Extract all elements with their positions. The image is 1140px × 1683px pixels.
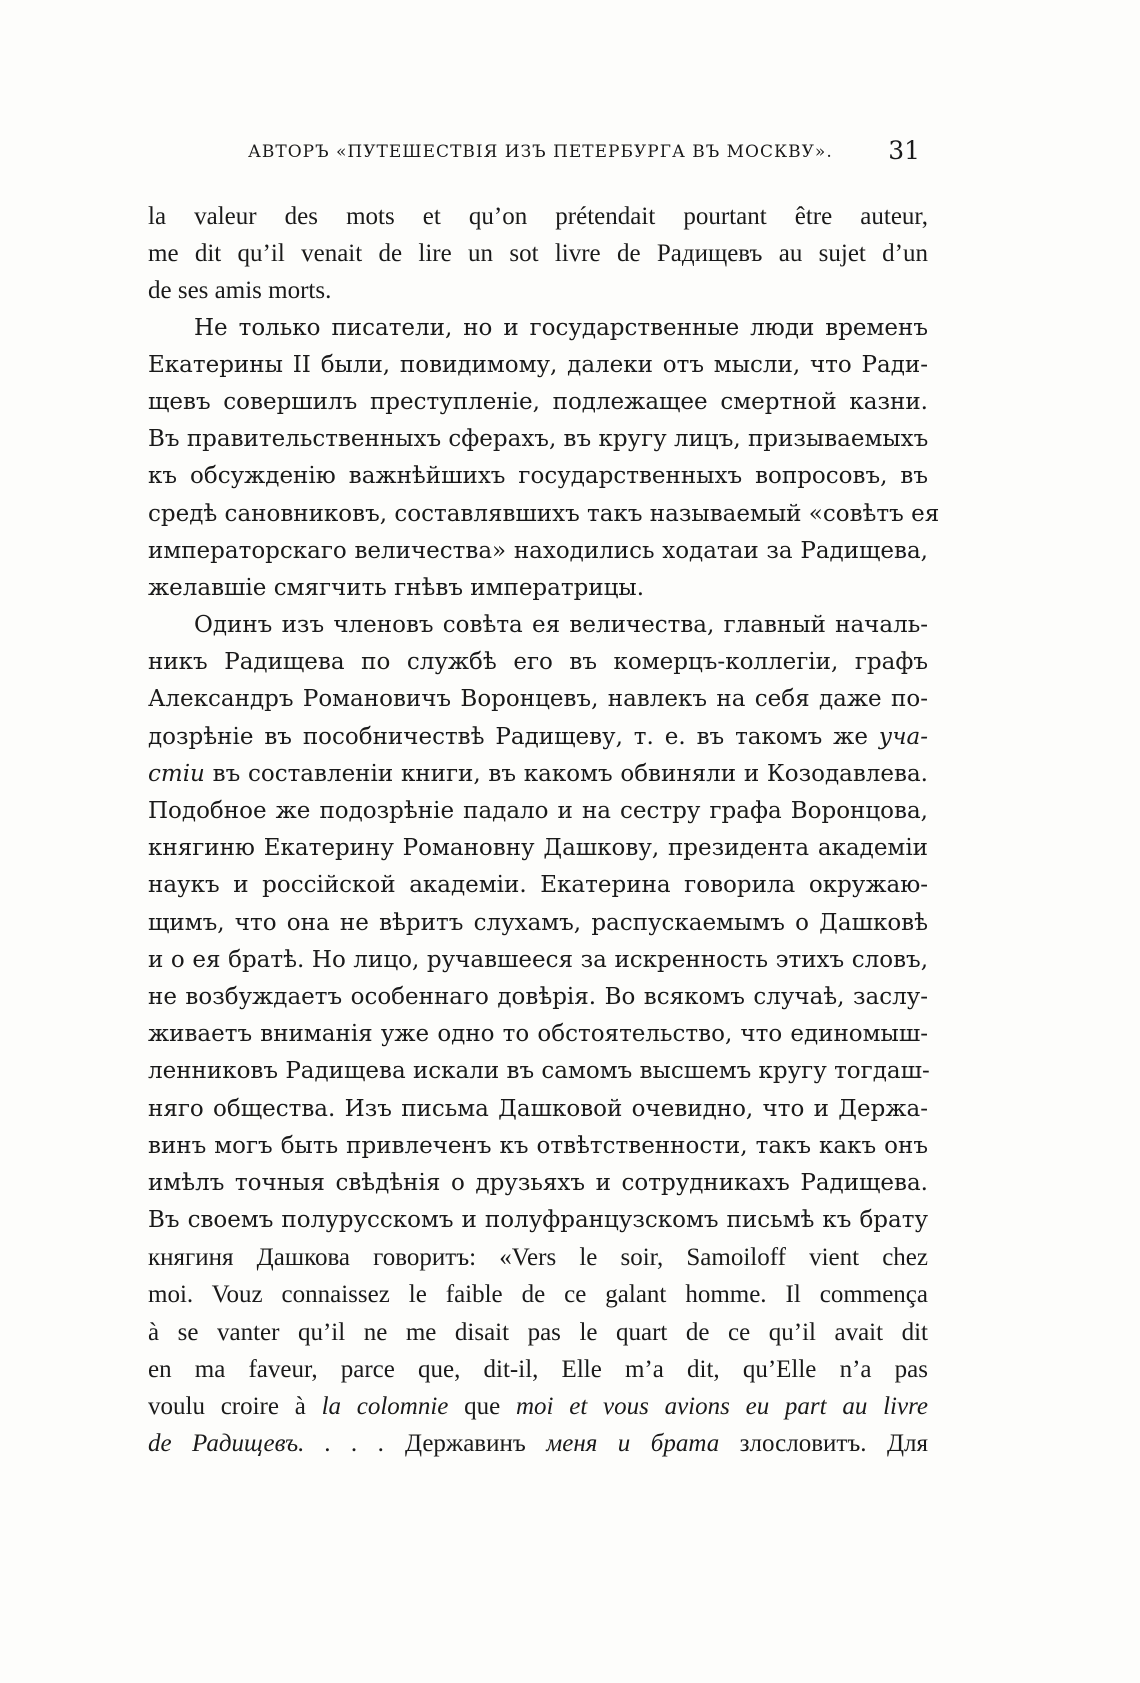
text-segment: княгиня Дашкова говоритъ: «Vers le soir, Samoiloff vient chez [148, 1244, 928, 1272]
text-segment: en ma faveur, parce que, dit-il, Elle m’a dit, qu’Elle n’a pas [148, 1355, 928, 1383]
text-segment: щевъ совершилъ преступленіе, подлежащее смертной казни. [148, 388, 928, 415]
text-segment: Подобное же подозрѣніе падало и на сестру графа Воронцова, [148, 798, 928, 824]
body-text [148, 198, 940, 1462]
text-line [148, 1351, 928, 1388]
text-line [148, 942, 928, 979]
text-segment: средѣ сановниковъ, составлявшихъ такъ называемый «совѣтъ ея [148, 500, 940, 527]
text-line [148, 570, 928, 607]
text-segment: à se vanter qu’il ne me disait pas le quart de ce qu’il avait dit [148, 1318, 928, 1346]
text-segment: имѣлъ точныя свѣдѣнія о друзьяхъ и сотрудникахъ Радищева. [148, 1169, 928, 1196]
text-segment: Не только писатели, но и государственные люди временъ [194, 314, 928, 341]
italic-segment: меня и брата [546, 1430, 720, 1458]
text-line [148, 1202, 928, 1239]
text-segment: няго общества. Изъ письма Дашковой очевидно, что и Держа- [148, 1095, 928, 1122]
text-segment: me dit qu’il venait de lire un sot livre de Радищевъ au sujet d’un [148, 240, 928, 268]
text-segment: винъ могъ быть привлеченъ къ отвѣтственности, такъ какъ онъ [148, 1132, 928, 1159]
italic-segment: la colomnie [321, 1393, 449, 1420]
text-segment: княгиню Екатерину Романовну Дашкову, президента академіи [148, 835, 928, 862]
text-line [148, 607, 928, 644]
text-segment: живаетъ вниманія уже одно то обстоятельство, что единомыш- [148, 1021, 928, 1048]
text-line [148, 1314, 928, 1351]
text-line [148, 458, 928, 495]
text-segment: Екатерины II были, повидимому, далеки отъ мысли, что Ради- [148, 351, 928, 378]
text-line [148, 384, 928, 421]
text-line [148, 905, 928, 942]
text-segment: злословитъ. Для [719, 1430, 928, 1458]
text-line [148, 681, 928, 718]
text-line [148, 830, 928, 867]
text-line [148, 310, 928, 347]
page-number: 31 [888, 136, 920, 165]
text-segment: que [448, 1393, 516, 1420]
text-segment: желавшіе смягчить гнѣвъ императрицы. [148, 574, 645, 601]
text-line [148, 1128, 928, 1165]
text-segment: Въ своемъ полурусскомъ и полуфранцузскомъ письмѣ къ брату [148, 1207, 928, 1234]
text-line [148, 1016, 928, 1053]
italic-segment: стіи [148, 760, 205, 787]
text-segment: Державинъ [384, 1430, 547, 1458]
text-line [148, 867, 928, 904]
page-header [248, 138, 920, 174]
italic-segment: de Радищевъ. . . . [148, 1430, 385, 1458]
italic-segment: уча- [878, 723, 928, 750]
text-line [148, 1053, 928, 1090]
text-segment: не возбуждаетъ особеннаго довѣрія. Во всякомъ случаѣ, заслу- [148, 983, 928, 1010]
text-segment: Въ правительственныхъ сферахъ, въ кругу лицъ, призываемыхъ [148, 426, 929, 453]
text-line [148, 496, 940, 533]
text-segment: ленниковъ Радищева искали въ самомъ высшемъ кругу тогдаш- [148, 1058, 930, 1085]
text-line [148, 272, 928, 309]
text-segment: въ составленіи книги, въ какомъ обвиняли и Козодавлева. [204, 760, 928, 787]
text-line [148, 347, 928, 384]
text-segment: Одинъ изъ членовъ совѣта ея величества, главный началь- [194, 612, 928, 639]
text-line [148, 421, 928, 458]
text-line [148, 793, 928, 830]
text-segment: императорскаго величества» находились ходатаи за Радищева, [148, 537, 928, 564]
text-line [148, 1276, 928, 1313]
text-line [148, 533, 928, 570]
text-segment: къ обсужденію важнѣйшихъ государственныхъ вопросовъ, въ [148, 463, 928, 490]
text-line [148, 235, 928, 272]
text-segment: щимъ, что она не вѣритъ слухамъ, распускаемымъ о Дашковѣ [148, 909, 928, 936]
text-line [148, 756, 928, 793]
running-title: АВТОРЪ «ПУТЕШЕСТВІЯ ИЗЪ ПЕТЕРБУРГА ВЪ МОСКВУ». [248, 142, 833, 162]
text-segment: и о ея братѣ. Но лицо, ручавшееся за искренность этихъ словъ, [148, 946, 928, 973]
italic-segment: moi et vous avions eu part au livre [515, 1393, 928, 1420]
text-segment: de ses amis morts. [148, 277, 332, 305]
text-segment: дозрѣніе въ пособничествѣ Радищеву, т. е. въ такомъ же [148, 723, 879, 750]
text-segment: voulu croire à [148, 1393, 322, 1420]
text-line [148, 1239, 928, 1276]
text-segment: moi. Vouz connaissez le faible de ce galant homme. Il commença [148, 1281, 928, 1309]
text-line [148, 719, 928, 756]
text-line [148, 1091, 928, 1128]
text-segment: Александръ Романовичъ Воронцевъ, навлекъ на себя даже по- [148, 686, 928, 713]
text-segment: никъ Радищева по службѣ его въ комерцъ-коллегіи, графъ [148, 649, 928, 676]
text-line [148, 644, 928, 681]
text-line [148, 1425, 928, 1462]
text-segment: наукъ и россійской академіи. Екатерина говорила окружаю- [148, 872, 928, 899]
text-segment: la valeur des mots et qu’on prétendait pourtant être auteur, [148, 203, 928, 230]
text-line [148, 1388, 928, 1425]
text-line [148, 979, 928, 1016]
text-line [148, 198, 928, 235]
text-line [148, 1165, 928, 1202]
